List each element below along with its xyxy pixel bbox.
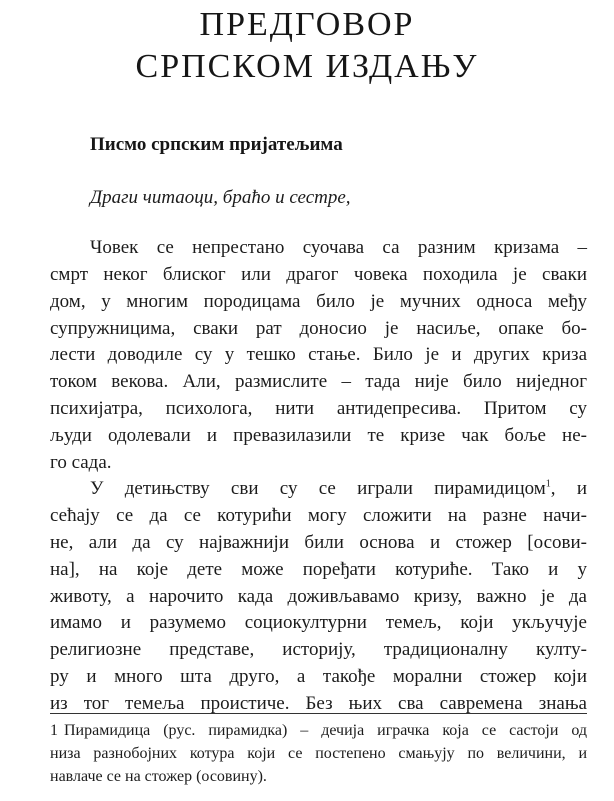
chapter-title-line-1: ПРЕДГОВОР [199,6,415,43]
body-line: током векова. Али, размислите – тада није било ниједног [50,371,587,392]
footnote-divider [50,713,587,714]
footnote-line [50,719,587,742]
body-line: дом, у многим породицама било је мучних односа међу [50,291,587,312]
body-line-text: У детињству сви су се играли пирамидицом [90,478,546,499]
chapter-title-line-2: СРПСКОМ ИЗДАЊУ [135,48,479,85]
footnote-number: 1 [50,722,58,739]
body-line: сећају се да се котурићи могу сложити на разне начи- [50,505,587,526]
body-line: из тог темеља проистиче. Без њих сва савремена знања [50,693,587,714]
footnote-text: Пирамидица (рус. пирамидка) – дечија играчка која се састоји од [64,722,587,739]
body-line: људи одолевали и превазилазили те кризе чак боље не- [50,425,587,446]
footnote-line: низа разнобојних котура који се постепено смањују по величини, и [50,745,587,762]
body-line: ру и много шта друго, а такође морални стожер који [50,666,587,687]
body-line: смрт неког блиског или драгог човека походила је сваки [50,264,587,285]
body-line: религиозне представе, историју, традиционалну култу- [50,639,587,660]
body-line-with-footnote-ref [90,476,587,503]
body-line: на], на које дете може поређати котуриће. Тако и у [50,559,587,580]
letter-title: Писмо српским пријатељима [90,134,343,155]
body-line: животу, а нарочито када доживљавамо кризу, важно је да [50,586,587,607]
body-line: супружницима, сваки рат доносио је насиље, опаке бо- [50,318,587,339]
footnote-reference[interactable]: 1 [545,478,551,490]
footnote-line: навлаче се на стожер (осовину). [50,768,267,785]
body-line: Човек се непрестано суочава са разним кризама – [90,237,587,258]
body-line-tail: , и [550,478,587,499]
body-line: имамо и разумемо социокултурни темељ, који укључује [50,612,587,633]
body-line: лести доводиле су у тешко стање. Било је и других криза [50,344,587,365]
body-line: не, али да су најважнији били основа и стожер [осови- [50,532,587,553]
body-line: психијатра, психолога, нити антидепресива. Притом су [50,398,587,419]
body-line: го сада. [50,452,112,473]
salutation: Драги читаоци, браћо и сестре, [90,187,351,208]
